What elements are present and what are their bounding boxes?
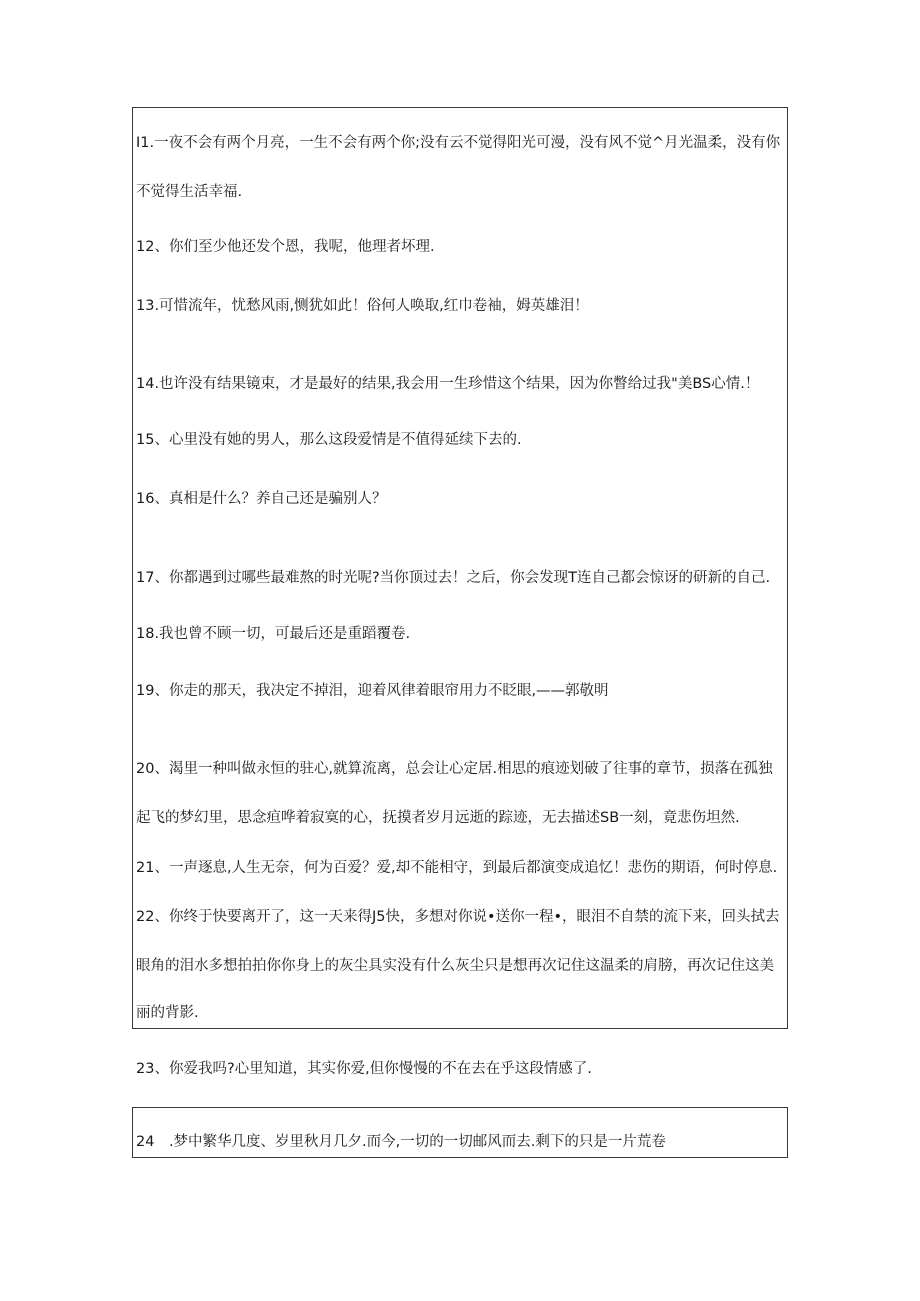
quote-line: 眼角的泪水多想拍拍你你身上的灰尘具实没有什么灰尘只是想再次记住这温柔的肩膀，再次记住这美 (136, 958, 774, 974)
quote-line: 24 .梦中繁华几度、岁里秋月几夕.而今,一切的一切邮风而去.剩下的只是一片荒卷 (136, 1134, 666, 1150)
quote-line: 12、你们至少他还发个恩，我呢，他理者坏理. (136, 239, 435, 255)
quote-line: I1.一夜不会有两个月亮，一生不会有两个你;没有云不觉得阳光可漫，没有风不觉^月光温柔，没有你 (136, 135, 781, 151)
quote-line: 14.也许没有结果镜束，才是最好的结果,我会用一生珍惜这个结果，因为你瞥给过我"美BS心情.！ (136, 376, 760, 392)
quote-line: 15、心里没有她的男人，那么这段爱情是不值得延续下去的. (136, 432, 522, 448)
quote-line: 不觉得生活幸福. (136, 184, 243, 200)
quote-line: 17、你都遇到过哪些最难熬的时光呢?当你顶过去！之后，你会发现T连自己都会惊讶的研新的自己. (136, 570, 771, 586)
quote-line: 13.可惜流年，忧愁风雨,恻犹如此！俗何人唤取,红巾卷袖，姆英雄泪！ (136, 298, 589, 314)
quote-line: 起飞的梦幻里，思念疸哗着寂寞的心，抚摸者岁月远逝的踪迹，无去描述SB一刻，竟悲伤坦然. (136, 810, 740, 826)
quote-line: 18.我也曾不顾一切，可最后还是重蹈覆卷. (136, 626, 411, 642)
quote-line: 21、一声逐息,人生无奈，何为百爱？爱,却不能相守，到最后都演变成追忆！悲伤的期语，何时停息. (136, 860, 778, 876)
quote-line: 23、你爱我吗?心里知道，其实你爱,但你慢慢的不在去在乎这段情感了. (136, 1061, 592, 1077)
quote-line: 16、真相是什么？养自己还是骗别人？ (136, 491, 387, 507)
quote-line: 19、你走的那天，我决定不掉泪，迎着风律着眼帘用力不眨眼,——郭敬明 (136, 683, 609, 699)
quote-line: 22、你终于快要离开了，这一天来得J5快，多想对你说•送你一程•，眼泪不自禁的流下来，回头拭去 (136, 909, 780, 925)
quote-line: 20、渴里一种叫做永恒的驻心,就算流离，总会让心定居.相思的痕迹划破了往事的章节，损落在孤独 (136, 761, 773, 777)
quote-line: 丽的背影. (136, 1005, 199, 1021)
